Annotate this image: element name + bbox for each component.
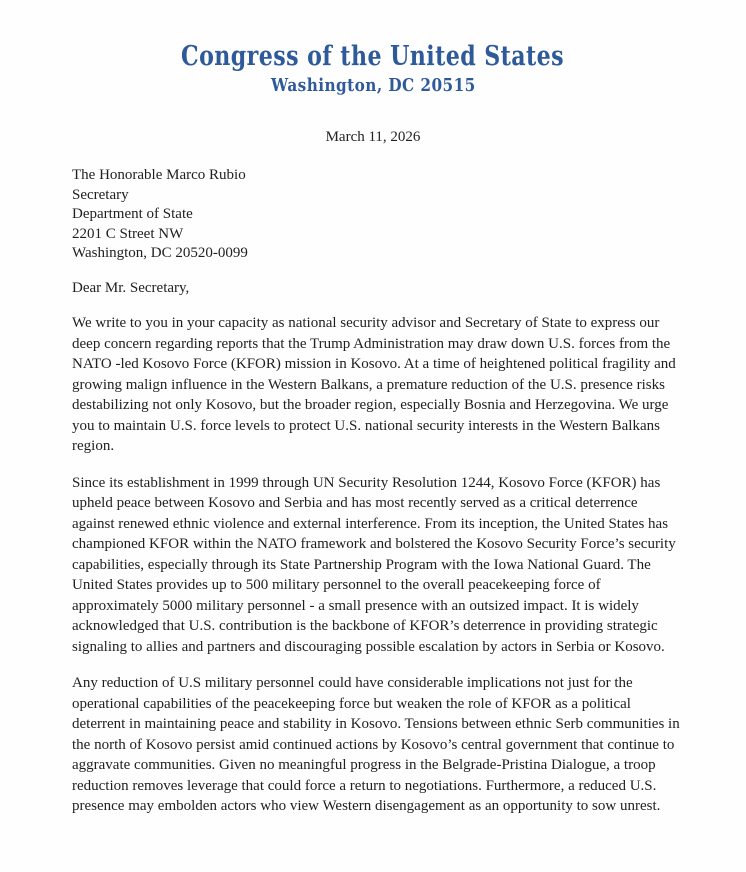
- recipient-title: Secretary: [72, 186, 129, 203]
- recipient-name: The Honorable Marco Rubio: [72, 167, 246, 183]
- recipient-organization: Department of State: [72, 206, 193, 222]
- recipient-block: [72, 166, 682, 264]
- letter-body: [72, 313, 682, 817]
- letterhead-subtitle: Washington, DC 20515: [270, 75, 476, 96]
- salutation: Dear Mr. Secretary,: [72, 279, 190, 296]
- body-paragraph-2: Since its establishment in 1999 through UN Security Resolution 1244, Kosovo Force (KFOR) has upheld peace between Kosovo and Serbia and has most recently served as a critical deterrence against renewed ethnic violence and external interference. From its inception, the United States has championed KFOR within the NATO framework and bolstered the Kosovo Security Force’s security capabilities, especially through its State Partnership Program with the Iowa National Guard. The United States provides up to 500 military personnel to the overall peacekeeping force of approximately 5000 military personnel - a small presence with an outsized impact. It is widely acknowledged that U.S. contribution is the backbone of KFOR’s deterrence in providing strategic signaling to allies and partners and discouraging possible escalation by actors in Serbia or Kosovo.: [72, 474, 676, 655]
- recipient-street-address: 2201 C Street NW: [72, 225, 184, 242]
- recipient-city-zip: Washington, DC 20520-0099: [72, 245, 248, 261]
- letterhead: [0, 0, 746, 97]
- letter-content: [0, 166, 746, 817]
- body-paragraph-1: We write to you in your capacity as national security advisor and Secretary of State to express our deep concern regarding reports that the Trump Administration may draw down U.S. forces from the NATO -led Kosovo Force (KFOR) mission in Kosovo. At a time of heightened political fragility and growing malign influence in the Western Balkans, a premature reduction of the U.S. presence risks destabilizing not only Kosovo, but the broader region, especially Bosnia and Herzegovina. We urge you to maintain U.S. force levels to protect U.S. national security interests in the Western Balkans region.: [72, 315, 676, 454]
- letterhead-title: Congress of the United States: [181, 41, 565, 72]
- body-paragraph-3: Any reduction of U.S military personnel could have considerable implications not just for the operational capabilities of the peacekeeping force but weaken the role of KFOR as a political deterrent in maintaining peace and stability in Kosovo. Tensions between ethnic Serb communities in the north of Kosovo persist amid continued actions by Kosovo’s central government that continue to aggravate communities. Given no meaningful progress in the Belgrade-Pristina Dialogue, a troop reduction removes leverage that could force a return to negotiations. Furthermore, a reduced U.S. presence may embolden actors who view Western disengagement as an opportunity to sow unrest.: [72, 675, 680, 814]
- date-line: March 11, 2026: [325, 129, 421, 145]
